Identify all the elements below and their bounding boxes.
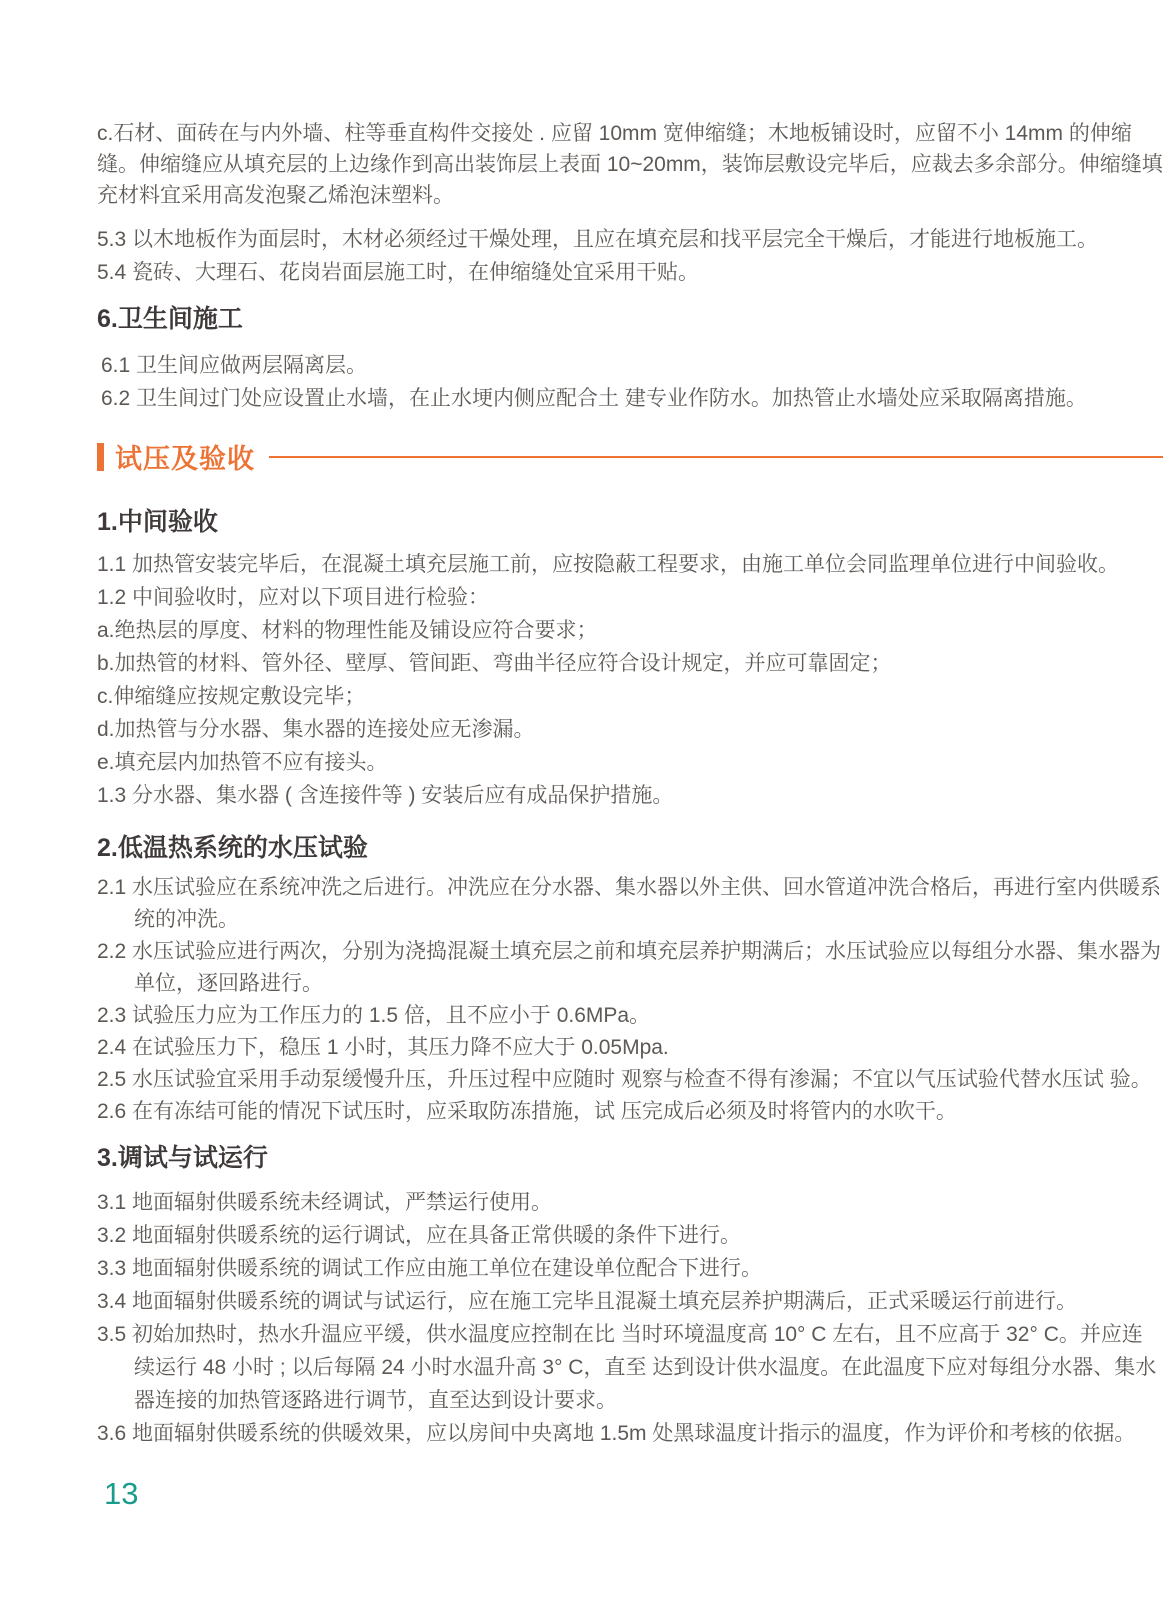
list-item-5-4: 5.4 瓷砖、大理石、花岗岩面层施工时，在伸缩缝处宜采用干贴。	[97, 261, 700, 284]
list-item-1-2: 1.2 中间验收时，应对以下项目进行检验：	[97, 586, 490, 609]
list-item-e: e.填充层内加热管不应有接头。	[97, 751, 388, 774]
paragraph-expansion-joint: c.石材、面砖在与内外墙、柱等垂直构件交接处 . 应留 10mm 宽伸缩缝；木地板铺设时，应留不小 14mm 的伸缩缝。伸缩缝应从填充层的上边缘作到高出装饰层上表面 10~20mm，装饰层敷设完毕后，应裁去多余部分。伸缩缝填充材料宜采用高发泡聚乙烯泡沫塑料。	[97, 122, 1163, 207]
list-item-b: b.加热管的材料、管外径、壁厚、管间距、弯曲半径应符合设计规定，并应可靠固定；	[97, 652, 892, 675]
list-item-3-3: 3.3 地面辐射供暖系统的调试工作应由施工单位在建设单位配合下进行。	[97, 1257, 763, 1280]
list-item-6-2: 6.2 卫生间过门处应设置止水墙，在止水埂内侧应配合土 建专业作防水。加热管止水墙处应采取隔离措施。	[101, 387, 1087, 410]
section-heading-pressure-test: 2.低温热系统的水压试验	[97, 834, 368, 862]
list-item-2-1: 2.1 水压试验应在系统冲洗之后进行。冲洗应在分水器、集水器以外主供、回水管道冲洗合格后，再进行室内供暖系统的冲洗。	[97, 876, 1162, 931]
list-item-3-5: 3.5 初始加热时，热水升温应平缓，供水温度应控制在比 当时环境温度高 10° C 左右，且不应高于 32° C。并应连 续运行 48 小时 ; 以后每隔 24 小时水温升高 3° C，直至 达到设计供水温度。在此温度下应对每组分水器、集水器连接的加热管逐路进行调节，直至达到设计要求。	[97, 1323, 1157, 1412]
list-item-a: a.绝热层的厚度、材料的物理性能及铺设应符合要求；	[97, 619, 598, 642]
list-item-2-2: 2.2 水压试验应进行两次，分别为浇捣混凝土填充层之前和填充层养护期满后；水压试验应以每组分水器、集水器为单位，逐回路进行。	[97, 940, 1162, 995]
list-item-3-2: 3.2 地面辐射供暖系统的运行调试，应在具备正常供暖的条件下进行。	[97, 1224, 742, 1247]
page-content	[97, 118, 1163, 1450]
list-item-6-1: 6.1 卫生间应做两层隔离层。	[101, 354, 368, 377]
list-item-1-1: 1.1 加热管安装完毕后，在混凝土填充层施工前，应按隐蔽工程要求，由施工单位会同监理单位进行中间验收。	[97, 553, 1120, 576]
list-item-c: c.伸缩缝应按规定敷设完毕；	[97, 685, 366, 708]
list-item-3-4: 3.4 地面辐射供暖系统的调试与试运行，应在施工完毕且混凝土填充层养护期满后，正式采暖运行前进行。	[97, 1290, 1078, 1313]
list-item-2-3: 2.3 试验压力应为工作压力的 1.5 倍，且不应小于 0.6MPa。	[97, 1004, 651, 1027]
list-item-2-5: 2.5 水压试验宜采用手动泵缓慢升压，升压过程中应随时 观察与检查不得有渗漏；不宜以气压试验代替水压试 验。	[97, 1068, 1152, 1091]
section-heading-acceptance: 1.中间验收	[97, 508, 218, 536]
page-number: 13	[104, 1476, 139, 1511]
list-item-3-6: 3.6 地面辐射供暖系统的供暖效果，应以房间中央离地 1.5m 处黑球温度计指示的温度，作为评价和考核的依据。	[97, 1422, 1136, 1445]
chapter-title: 试压及验收	[115, 444, 255, 474]
section-heading-commissioning: 3.调试与试运行	[97, 1144, 268, 1172]
list-item-2-4: 2.4 在试验压力下，稳压 1 小时，其压力降不应大于 0.05Mpa.	[97, 1036, 669, 1059]
chapter-banner	[97, 437, 1163, 476]
banner-accent-bar-icon	[97, 443, 104, 471]
list-item-5-3: 5.3 以木地板作为面层时，木材必须经过干燥处理，且应在填充层和找平层完全干燥后，才能进行地板施工。	[97, 228, 1099, 251]
banner-divider-line	[269, 456, 1163, 458]
list-item-2-6: 2.6 在有冻结可能的情况下试压时，应采取防冻措施，试 压完成后必须及时将管内的水吹干。	[97, 1100, 957, 1123]
list-item-d: d.加热管与分水器、集水器的连接处应无渗漏。	[97, 718, 535, 741]
list-item-1-3: 1.3 分水器、集水器 ( 含连接件等 ) 安装后应有成品保护措施。	[97, 784, 674, 807]
section-heading-bathroom: 6.卫生间施工	[97, 305, 243, 333]
list-item-3-1: 3.1 地面辐射供暖系统未经调试，严禁运行使用。	[97, 1191, 553, 1214]
